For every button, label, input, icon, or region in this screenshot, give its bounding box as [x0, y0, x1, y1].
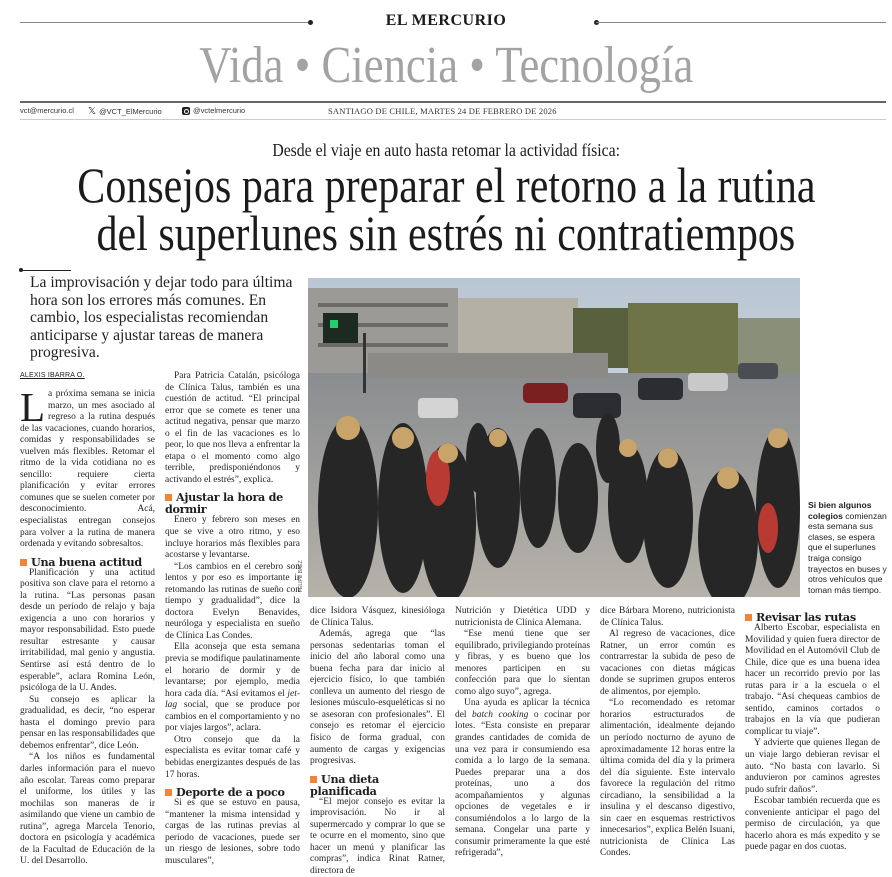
text-run: o cocinar por lotes. “Esta consiste en preparar grandes cantidades de comida de una vez para ir consumiendo esa comida a lo largo de la semana. Puedes preparar una a dos proteínas, uno a dos acompañamientos y algunas opciones de vegetales e ir consumiéndolos a lo largo de la semana. Congelar una parte y consumir primeramente la que esté refrigerada”, — [455, 709, 591, 859]
text-run: Una ayuda es aplicar la técnica del — [455, 698, 590, 720]
headline-text-2: del superlunes sin estrés ni contratiempos — [96, 205, 796, 261]
newspaper-masthead: EL MERCURIO — [385, 12, 507, 29]
italic-term: jet-lag — [165, 688, 300, 711]
body-paragraph — [20, 568, 155, 695]
body-paragraph — [455, 606, 590, 629]
text-run: social, que se produce por cambios en el comportamiento y no por viajes largos”, aclara. — [165, 700, 300, 734]
header-divider — [20, 101, 886, 103]
body-paragraph — [165, 515, 300, 561]
orange-square-bullet-icon — [165, 494, 172, 501]
lead-rule — [21, 270, 71, 271]
subheading-text: Una dieta planificada — [310, 771, 379, 798]
dateline: SANTIAGO DE CHILE, MARTES 24 DE FEBRERO DE 2026 — [328, 106, 557, 116]
body-paragraph — [600, 698, 735, 860]
body-paragraph — [165, 371, 300, 486]
instagram-account — [182, 106, 245, 115]
orange-square-bullet-icon — [165, 789, 172, 796]
drop-cap: L — [20, 384, 46, 430]
article-column-4 — [455, 606, 590, 860]
body-paragraph — [165, 798, 300, 867]
body-paragraph — [165, 642, 300, 734]
paragraph-text: “El mejor consejo es evitar la improvisación. No ir al supermercado y comprar lo que se te ocurre en el momento, sino que hacer un menú y planificar las compras”, indica Rinat Ratner, directora de — [310, 796, 445, 876]
paragraph-text: Enero y febrero son meses en que se vive a otro ritmo, y eso incluye horarios más flexibles para acostarse y levantarse. — [165, 515, 300, 561]
body-paragraph — [20, 752, 155, 867]
paragraph-text: Y advierte que quienes llegan de un viaje largo debieran revisar el auto. “No basta con lavarlo. Si anduvieron por caminos agrestes pudo sufrir daños”. — [745, 738, 880, 795]
contact-email — [20, 106, 74, 115]
body-paragraph — [600, 606, 735, 629]
section-title-text: Vida • Ciencia • Tecnología — [198, 37, 694, 94]
photo-caption — [808, 500, 890, 595]
orange-square-bullet-icon — [20, 559, 27, 566]
subheading — [20, 556, 155, 568]
kicker-text: Desde el viaje en auto hasta retomar la actividad física: — [272, 140, 620, 160]
body-paragraph — [455, 629, 590, 698]
paragraph-text: “Los cambios en el cerebro son lentos y por eso es importante ir retomando las rutinas de sueño con tiempo y gradualidad”, dice la doctora Evelyn Benavides, neuróloga y especialista en sueño de Clínica Las Condes. — [165, 561, 300, 641]
body-paragraph — [745, 796, 880, 854]
body-paragraph — [745, 738, 880, 796]
paragraph-text: Escobar también recuerda que es conveniente anticipar el pago del permiso de circulación, ya que hacerlo ahora es más expedito y se puede pagar en dos cuotas. — [745, 796, 880, 853]
paragraph-text: Alberto Escobar, especialista en Movilidad y quien fuera director de Movilidad en el Automóvil Club de Chile, dice que es una buena idea hacer un recorrido previo por las rutas para ir a la escuela o el trabajo. “Así chequeas cambios de sentido, caminos cortados o trabajos en la vía que pudieran complicar tu viaje”. — [745, 623, 880, 737]
paragraph-text: Nutrición y Dietética UDD y nutricionista de Clínica Alemana. — [455, 606, 590, 628]
paragraph-text: Planificación y una actitud positiva son clave para el retorno a la rutina. “Las personas pasan desde un período de relajo y baja exigencia a uno con horarios y mayor responsabilidad. Esto puede resultar estresante y causar irritabilidad, mal genio y angustia. Sentirse así está dentro de lo esperable”, aclara Romina León, psicóloga de la U. Andes. — [20, 567, 155, 694]
body-paragraph — [310, 797, 445, 877]
instagram-icon — [182, 107, 190, 115]
subheading-text: Una buena actitud — [31, 554, 142, 569]
paragraph-text: Su consejo es aplicar la gradualidad, es decir, “no esperar hasta el domingo previo para pensar en las responsabilidades que debemos enfrentar”, dice León. — [20, 694, 155, 751]
subheading-text: Deporte de a poco — [176, 785, 285, 800]
paragraph-text: Otro consejo que da la especialista es evitar tomar café y bebidas energizantes después de las 17 horas. — [165, 734, 300, 780]
paragraph-text: Además, agrega que “las personas sedentarias toman el inicio del año laboral como una buena fecha para dar inicio al ejercicio físico, lo que también conlleva un aumento del riesgo de lesiones músculo-esqueléticas si no se asesoran con profesionales”. El consejo es retomar el ejercicio físico de forma gradual, con aumento de cargas y exigencias progresivas. — [310, 629, 445, 767]
byline: ALEXIS IBARRA O. — [20, 372, 85, 379]
subheading — [310, 773, 445, 797]
body-paragraph — [455, 698, 590, 860]
subheading — [745, 611, 880, 623]
instagram-handle-text: @vctelmercurio — [193, 106, 246, 115]
paragraph-text: Al regreso de vacaciones, dice Ratner, un error común es contrarrestar la subida de peso de vacaciones con dietas mágicas donde se suprimen grupos enteros de alimentos, por ejemplo. — [600, 629, 735, 697]
section-title — [0, 36, 892, 96]
info-bar — [20, 104, 882, 118]
body-paragraph — [310, 629, 445, 768]
caption-bold: Si bien algunos colegios — [808, 500, 872, 521]
article-column-2 — [165, 371, 300, 867]
paragraph-text: “Lo recomendado es retomar horarios estructurados de alimentación, idealmente dejando un período nocturno de ayuno de aproximadamente 12 horas entre la última comida del día y la primera del día siguiente. Este intervalo favorece la regulación del ritmo circadiano, la sensibilidad a la insulina y el descanso digestivo, sin caer en esquemas restrictivos innecesarios”, explica Belén Isuani, nutricionista de Clínica Las Condes. — [600, 698, 735, 859]
x-logo-icon: 𝕏 — [88, 106, 97, 117]
paragraph-text: Si es que se estuvo en pausa, “mantener la misma intensidad y cargas de las rutinas previas al período de vacaciones, puede ser un riesgo de lesiones, sobre todo musculares”, — [165, 798, 300, 866]
x-handle-text: @VCT_ElMercurio — [99, 107, 162, 116]
subheading-text: Revisar las rutas — [756, 610, 856, 624]
paragraph-text: Para Patricia Catalán, psicóloga de Clínica Talus, también es una cuestión de actitud. “El principal error que se comete es tener una actitud negativa, pensar que marzo o el fin de las vacaciones es lo peor, lo que nos lleva a enfrentar la etapa o el momento como algo terrible, predisponiéndonos y activando el estrés”, explica. — [165, 371, 300, 485]
body-paragraph — [310, 606, 445, 629]
info-divider — [20, 119, 886, 120]
paragraph-text: “A los niños es fundamental darles información para el nuevo año escolar. Tareas como preparar el uniforme, los útiles y las mochilas son maneras de ir asimilando que viene un cambio de rutina”, agrega Marcela Tenorio, doctora en psicología y académica de la Facultad de Educación de la U. del Desarrollo. — [20, 752, 155, 867]
subheading — [165, 786, 300, 798]
body-paragraph — [165, 735, 300, 781]
italic-term: batch cooking — [472, 709, 529, 720]
text-run: Ella aconseja que esta semana previa se modifique paulatinamente el horario de dormir y de levantarse; por ejemplo, media hora cada día. “Así evitamos el — [165, 642, 300, 699]
photo-credit: FELIPE BAEZ — [298, 560, 304, 592]
caption-text: comienzan esta semana sus clases, se espera que el superlunes traiga consigo trayectos en buses y otros vehículos que toman más tiempo. — [808, 510, 887, 595]
headline-text-1: Consejos para preparar el retorno a la rutina — [76, 157, 816, 213]
body-paragraph — [745, 623, 880, 738]
email-text: vct@mercurio.cl — [20, 106, 74, 115]
article-column-3 — [310, 606, 445, 877]
headline-line-2 — [0, 205, 892, 261]
paragraph-text: dice Bárbara Moreno, nutricionista de Clínica Talus. — [600, 606, 735, 628]
body-paragraph — [20, 384, 155, 551]
paragraph-text: a próxima semana se inicia marzo, un mes asociado al regreso a la rutina después de las vacaciones, cuando horarios, comidas y responsabilidades se vuelven más flexibles. Retomar el ritmo de la vida cotidiana no es sencillo: requiere cierta planificación y evitar errores comunes que se suelen cometer por desconocimiento. Acá, especialistas entregan consejos para volver a la rutina de manera ordenada y evitando sobresaltos. — [20, 389, 155, 550]
body-paragraph — [165, 562, 300, 643]
body-paragraph — [20, 695, 155, 753]
lead-paragraph: La improvisación y dejar todo para última hora son los errores más comunes. En cambio, los especialistas recomiendan anticiparse y ajustar tareas de manera progresiva. — [30, 274, 293, 362]
orange-square-bullet-icon — [745, 614, 752, 621]
x-account — [88, 106, 162, 117]
subheading — [165, 491, 300, 515]
article-column-1 — [20, 384, 155, 868]
headline-line-1 — [0, 157, 892, 213]
paragraph-text: dice Isidora Vásquez, kinesióloga de Clínica Talus. — [310, 606, 445, 628]
article-column-5 — [600, 606, 735, 860]
street-crowd-photo — [308, 278, 800, 597]
body-paragraph — [600, 629, 735, 698]
article-column-6 — [745, 606, 880, 854]
subheading-text: Ajustar la hora de dormir — [165, 490, 283, 517]
orange-square-bullet-icon — [310, 776, 317, 783]
paragraph-text: “Ese menú tiene que ser equilibrado, privilegiando proteínas y fibras, y es bueno que los menores participen en su confección para que lo sientan como algo suyo”, agrega. — [455, 629, 590, 697]
